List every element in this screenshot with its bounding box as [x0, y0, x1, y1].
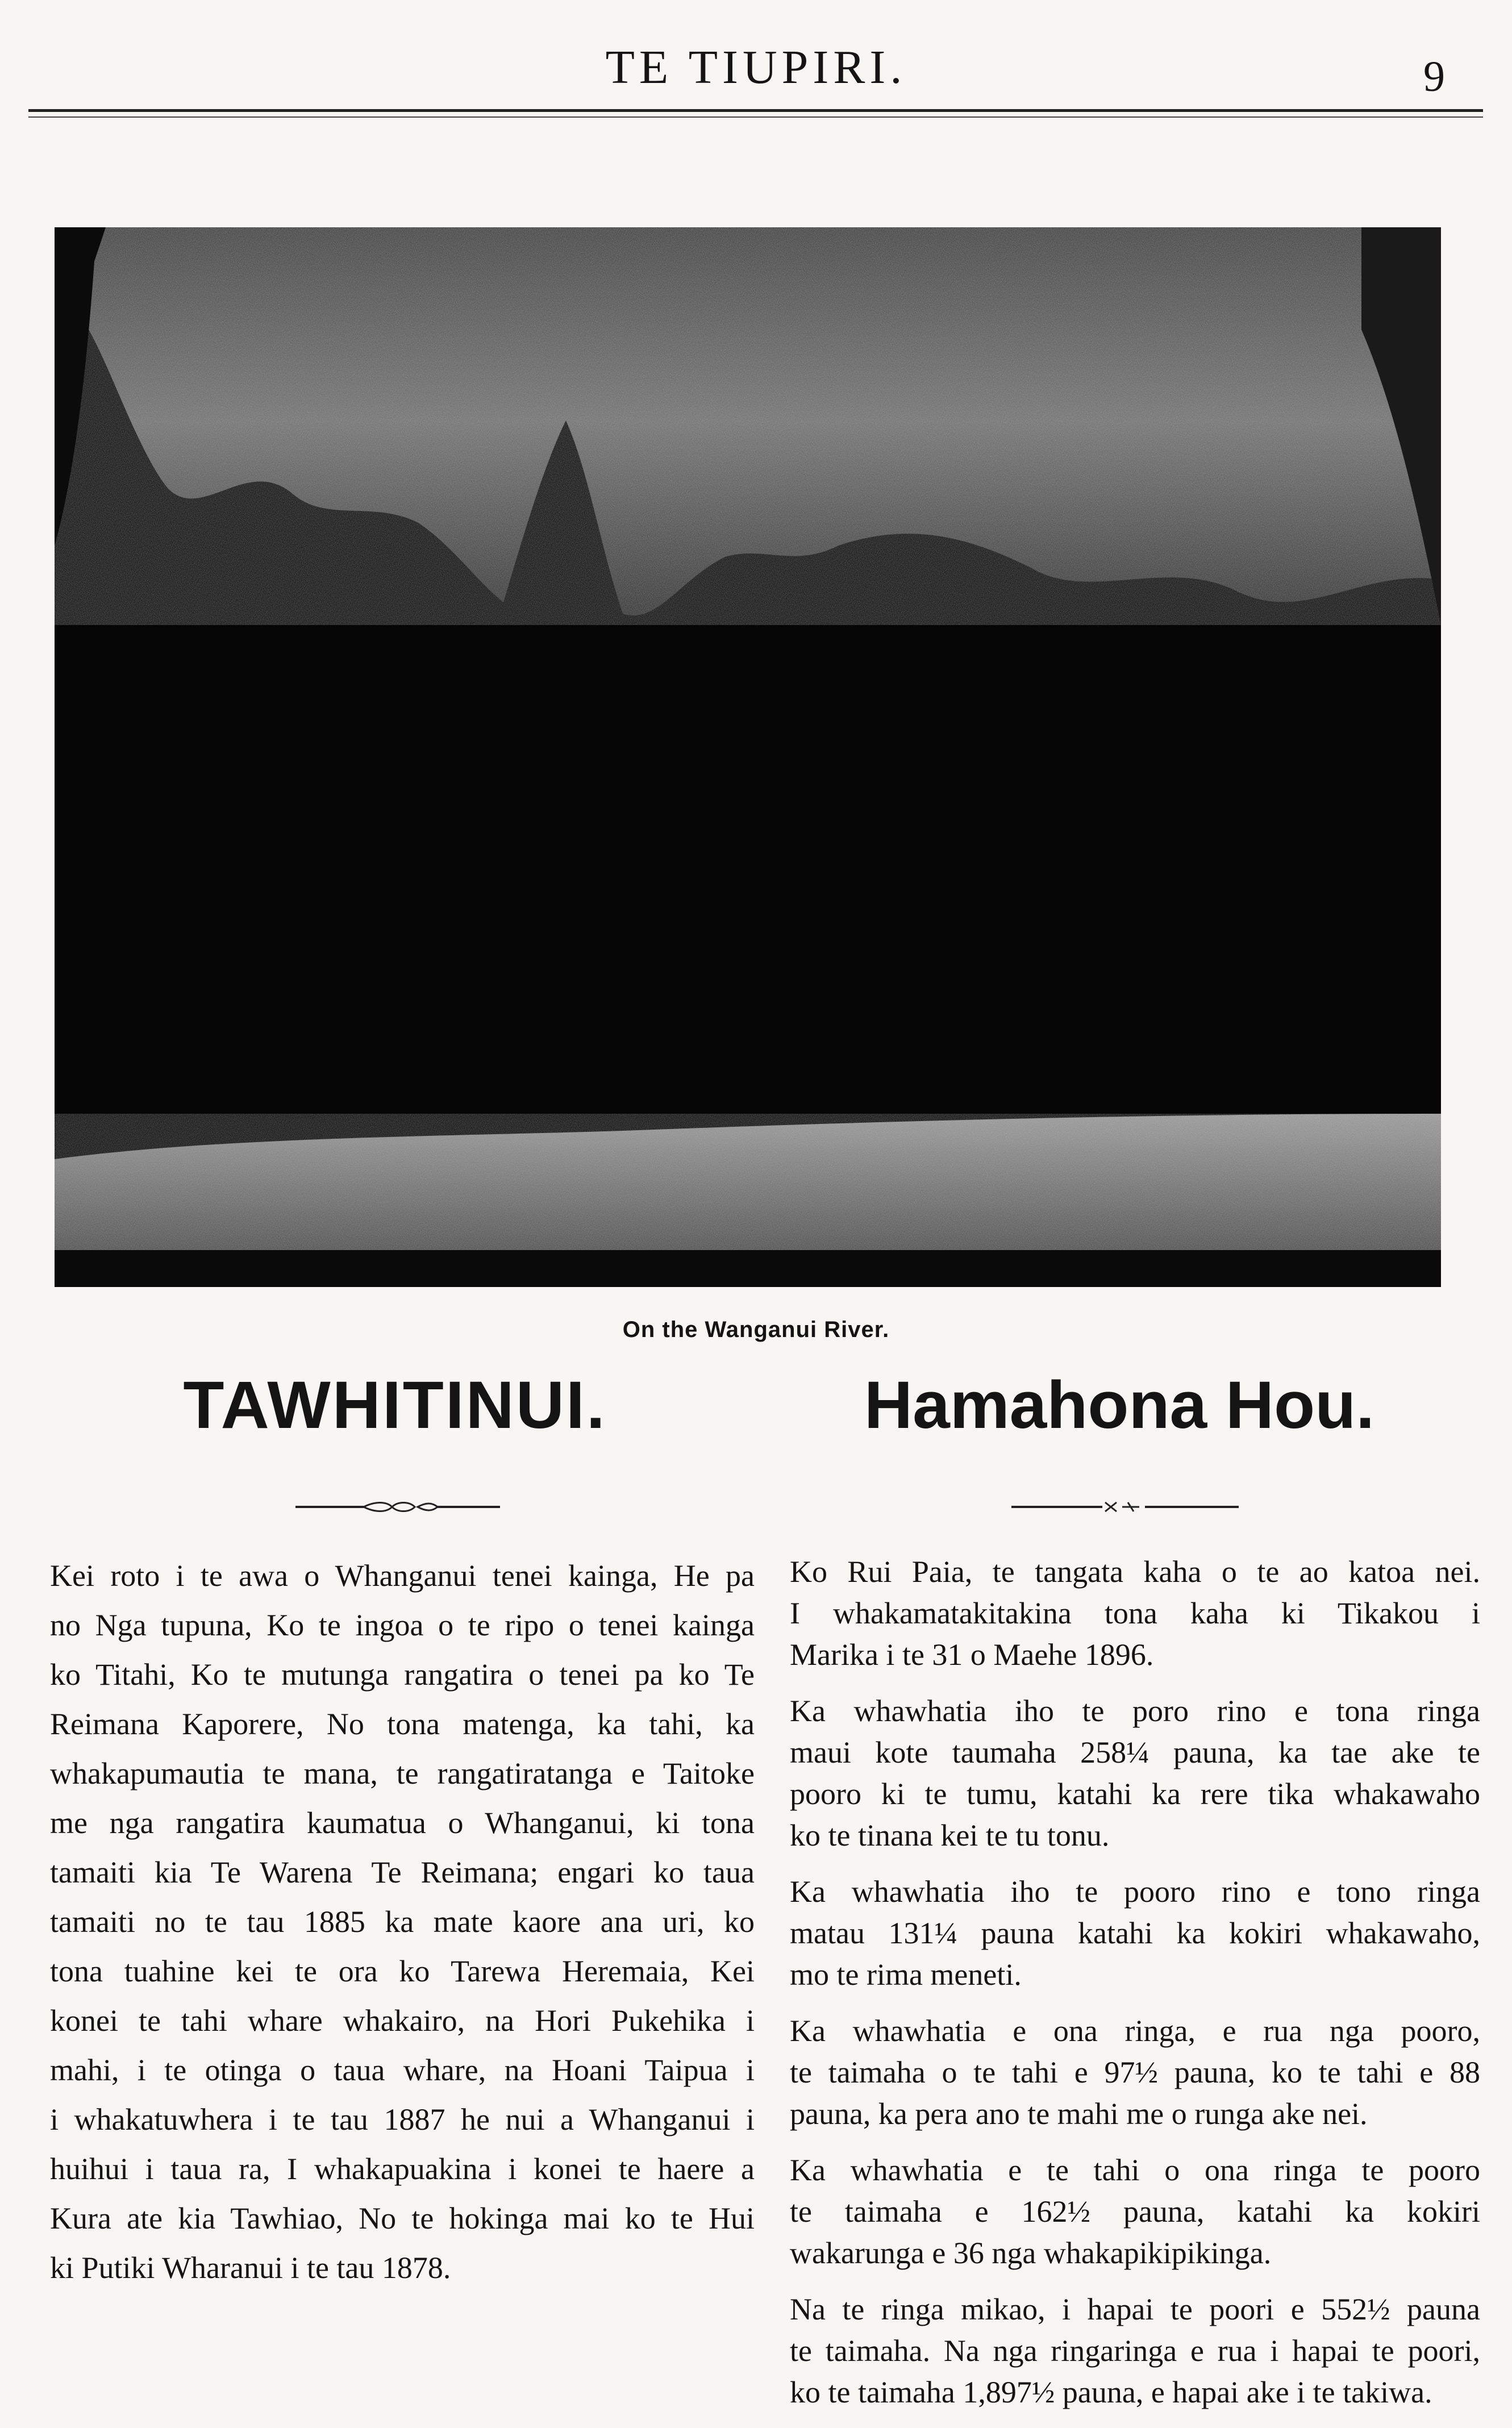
text-line: tamaiti kia Te Warena Te Reimana; engari ko taua: [50, 1855, 755, 1889]
text-line: me nga rangatira kaumatua o Whanganui, ki tona: [50, 1806, 755, 1840]
article-heading-tawhitinui: TAWHITINUI.: [183, 1368, 607, 1443]
masthead-title: TE TIUPIRI.: [605, 41, 907, 94]
text-line: ko te tinana kei te tu tonu.: [790, 1818, 1110, 1852]
text-line: pooro ki te tumu, katahi ka rere tika whakawaho: [790, 1777, 1480, 1811]
article-paragraph: [790, 1551, 1480, 1676]
text-line: te taimaha o te tahi e 97½ pauna, ko te tahi e 88: [790, 2055, 1480, 2089]
text-line: Ka whawhatia e te tahi o ona ringa te pooro: [790, 2153, 1480, 2187]
text-line: i whakatuwhera i te tau 1887 he nui a Whanganui i: [50, 2102, 755, 2137]
article-paragraph: [790, 2289, 1480, 2413]
text-line: te taimaha. Na nga ringaringa e rua i hapai te poori,: [790, 2334, 1480, 2368]
text-line: Ko Rui Paia, te tangata kaha o te ao katoa nei.: [790, 1555, 1480, 1589]
text-line: matau 131¼ pauna katahi ka kokiri whakawaho,: [790, 1916, 1480, 1950]
divider-ornament-left: [295, 1500, 500, 1514]
page-number: 9: [1423, 53, 1445, 101]
text-line: wakarunga e 36 nga whakapikipikinga.: [790, 2236, 1272, 2270]
text-line: pauna, ka pera ano te mahi me o runga ake nei.: [790, 2097, 1368, 2131]
text-line: Reimana Kaporere, No tona matenga, ka tahi, ka: [50, 1707, 755, 1741]
river-photograph: [55, 227, 1441, 1287]
article-paragraph: [790, 1690, 1480, 1856]
photo-caption: On the Wanganui River.: [622, 1317, 890, 1342]
text-line: Ka whawhatia iho te poro rino e tona ringa: [790, 1694, 1480, 1728]
text-line: konei te tahi whare whakairo, na Hori Pukehika i: [50, 2004, 755, 2038]
article-heading-hamahona-hou: Hamahona Hou.: [864, 1368, 1375, 1443]
text-line: no Nga tupuna, Ko te ingoa o te ripo o tenei kainga: [50, 1608, 755, 1642]
article-paragraph: [790, 2010, 1480, 2135]
text-line: Kura ate kia Tawhiao, No te hokinga mai ko te Hui: [50, 2201, 755, 2235]
text-line: Ka whawhatia iho te pooro rino e tono ringa: [790, 1875, 1480, 1909]
divider-ornament-right: [1011, 1500, 1239, 1514]
text-line: I whakamatakitakina tona kaha ki Tikakou i: [790, 1596, 1480, 1630]
page-header: [0, 34, 1512, 102]
text-line: Ka whawhatia e ona ringa, e rua nga pooro,: [790, 2014, 1480, 2048]
text-line: whakapumautia te mana, te rangatiratanga e Taitoke: [50, 1756, 755, 1790]
text-line: mo te rima meneti.: [790, 1958, 1022, 1992]
photo-scene: [55, 227, 1441, 1287]
text-line: Kei roto i te awa o Whanganui tenei kainga, He pa: [50, 1559, 755, 1593]
text-line: Na te ringa mikao, i hapai te poori e 552½ pauna: [790, 2292, 1480, 2326]
text-line: huihui i taua ra, I whakapuakina i konei te haere a: [50, 2152, 755, 2186]
text-line: Marika i te 31 o Maehe 1896.: [790, 1638, 1154, 1672]
text-line: ki Putiki Wharanui i te tau 1878.: [50, 2251, 451, 2285]
header-rule: [28, 109, 1483, 118]
article-body-tawhitinui: [50, 1551, 755, 2293]
article-paragraph: [790, 1871, 1480, 1996]
text-line: ko Titahi, Ko te mutunga rangatira o tenei pa ko Te: [50, 1657, 755, 1692]
text-line: maui kote taumaha 258¼ pauna, ka tae ake te: [790, 1735, 1480, 1769]
text-line: ko te taimaha 1,897½ pauna, e hapai ake i te takiwa.: [790, 2375, 1432, 2409]
text-line: tona tuahine kei te ora ko Tarewa Heremaia, Kei: [50, 1954, 755, 1988]
article-body-hamahona-hou: [790, 1551, 1480, 2428]
text-line: te taimaha e 162½ pauna, katahi ka kokiri: [790, 2194, 1480, 2229]
text-line: mahi, i te otinga o taua whare, na Hoani Taipua i: [50, 2053, 755, 2087]
article-paragraph: [790, 2150, 1480, 2274]
text-line: tamaiti no te tau 1885 ka mate kaore ana uri, ko: [50, 1905, 755, 1939]
